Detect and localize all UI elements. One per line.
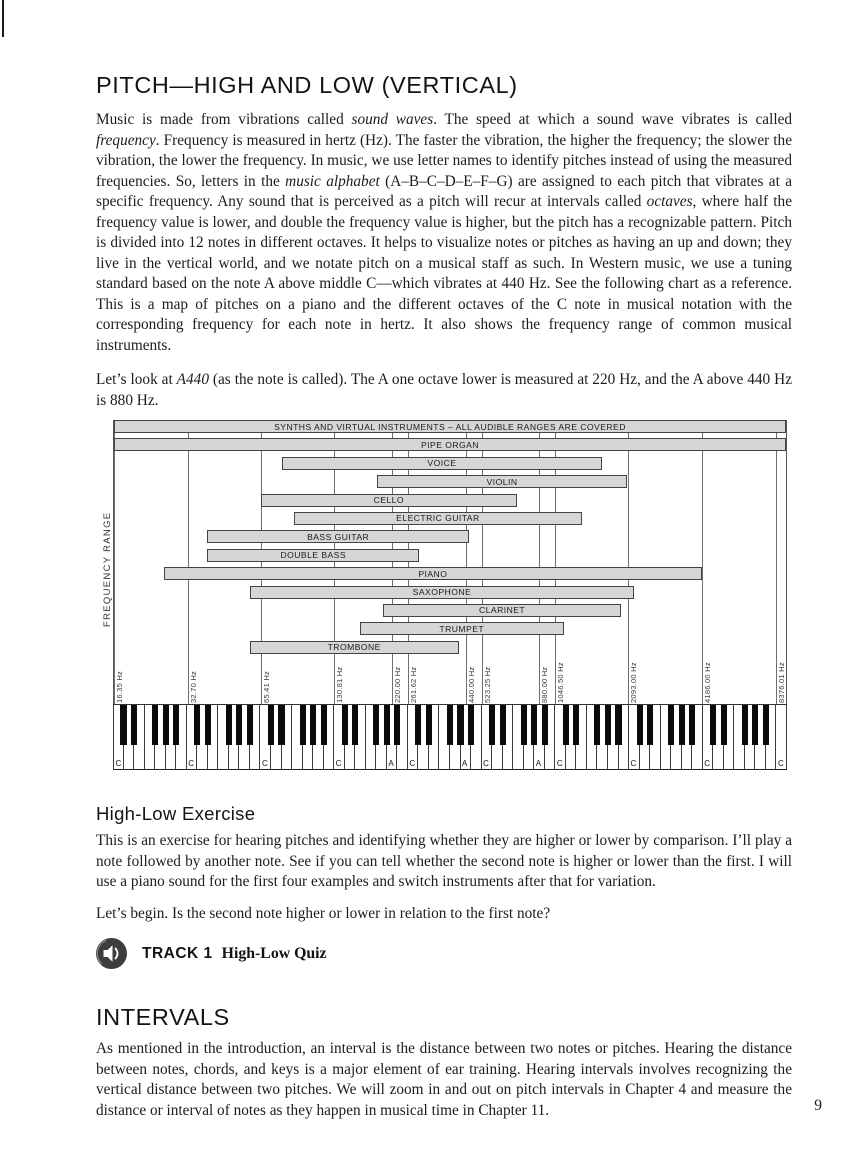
piano-black-key xyxy=(205,705,211,745)
instrument-label: DOUBLE BASS xyxy=(280,550,347,561)
key-note-label: C xyxy=(483,759,489,768)
piano-black-key xyxy=(721,705,727,745)
frequency-tick-label: 261.62 Hz xyxy=(409,666,418,703)
instrument-label: TROMBONE xyxy=(327,642,381,653)
instrument-label: SAXOPHONE xyxy=(412,587,472,598)
piano-black-key xyxy=(500,705,506,745)
frequency-range-chart xyxy=(102,420,787,770)
piano-black-key xyxy=(489,705,495,745)
frequency-tick-label: 2093.00 Hz xyxy=(629,662,639,703)
high-low-prompt: Let’s begin. Is the second note higher or lower in relation to the first note? xyxy=(96,904,551,922)
chart-bar-row xyxy=(114,530,786,548)
instrument-range-bar xyxy=(360,622,564,635)
italic-text: A440 xyxy=(176,371,209,388)
piano-black-key xyxy=(373,705,379,745)
text: . The speed at which a sound wave vibrates is called xyxy=(433,111,793,128)
piano-black-key xyxy=(763,705,769,745)
section-heading-high-low: High-Low Exercise xyxy=(96,803,256,824)
piano-black-key xyxy=(457,705,463,745)
frequency-tick-label: 220.00 Hz xyxy=(393,666,403,703)
key-note-label: A xyxy=(535,759,542,768)
piano-black-key xyxy=(194,705,200,745)
chart-bar-row xyxy=(114,622,786,640)
instrument-range-bar xyxy=(114,420,786,433)
piano-keyboard xyxy=(113,704,787,770)
instrument-label: PIANO xyxy=(418,568,448,579)
piano-black-key xyxy=(668,705,674,745)
piano-black-key xyxy=(278,705,284,745)
a440-paragraph xyxy=(96,370,792,411)
section-heading-intervals: INTERVALS xyxy=(96,1004,230,1030)
piano-black-key xyxy=(594,705,600,745)
frequency-tick-label: 8376.01 Hz xyxy=(776,662,786,703)
key-note-label: C xyxy=(188,759,194,768)
frequency-tick-label: 32.70 Hz xyxy=(188,671,198,703)
instrument-label: PIPE ORGAN xyxy=(421,439,479,450)
chart-bar-row xyxy=(114,420,786,438)
instrument-range-bar xyxy=(383,604,622,617)
chart-bar-row xyxy=(114,494,786,512)
instrument-range-bar xyxy=(207,549,419,562)
chart-bar-row xyxy=(114,438,786,456)
frequency-tick-label: 65.41 Hz xyxy=(262,671,272,703)
piano-black-key xyxy=(679,705,685,745)
piano-black-key xyxy=(152,705,158,745)
chart-body xyxy=(102,420,787,704)
chart-bar-row xyxy=(114,475,786,493)
instrument-label: BASS GUITAR xyxy=(307,531,370,542)
instrument-label: VIOLIN xyxy=(486,476,518,487)
key-note-label: C xyxy=(335,759,342,768)
piano-black-key xyxy=(120,705,126,745)
piano-black-key xyxy=(415,705,421,745)
piano-black-key xyxy=(521,705,527,745)
piano-black-key xyxy=(310,705,316,745)
key-note-label: A xyxy=(462,759,468,768)
key-note-label: A xyxy=(388,759,394,768)
chart-bar-row xyxy=(114,641,786,659)
piano-black-key xyxy=(247,705,253,745)
instrument-label: CELLO xyxy=(373,495,405,506)
piano-black-key xyxy=(468,705,474,745)
text: , where half the frequency value is lower, and double the frequency value is higher, but the pitch has a recognizable pattern. Pitch is divided into 12 notes in different octaves. It helps to visualize notes or pitches as having an up and down; they live in the vertical world, and we notate pitch on a musical staff as such. In Western music, we use a tuning standard based on the note A above middle C—which vibrates at 440 Hz. See the following chart as a reference. This is a map of pitches on a piano and the different octaves of the C note in musical notation with the corresponding frequency for each note in hertz. It also shows the frequency range of common musical instruments. xyxy=(96,193,792,354)
page-content xyxy=(96,0,792,1121)
chart-y-axis-label: FREQUENCY RANGE xyxy=(102,511,113,627)
key-note-label: C xyxy=(261,759,268,768)
piano-black-key xyxy=(637,705,643,745)
italic-text: octaves xyxy=(646,193,693,210)
text: (A–B–C–D–E–F–G) are assigned to each pitch that vibrates at a specific frequency. Any sound that is perceived as a pitch will recur at intervals called xyxy=(96,172,792,210)
text: (as the note is called). The A one octave lower is measured at 220 Hz, and the A above 440 Hz is 880 Hz. xyxy=(96,371,792,409)
key-note-label: C xyxy=(704,759,711,768)
piano-black-key xyxy=(605,705,611,745)
track-label: TRACK 1 xyxy=(142,944,213,962)
frequency-tick-label: 880.00 Hz xyxy=(540,666,550,703)
key-note-label: C xyxy=(409,759,416,768)
text: . Frequency is measured in hertz (Hz). The faster the vibration, the higher the frequency; the slower the vibration, the lower the frequency. In music, we use letter names to identify pitches instead of using the measured frequencies. So, letters in the xyxy=(96,131,792,190)
chart-bar-row xyxy=(114,549,786,567)
piano-black-key xyxy=(236,705,242,745)
track-title: High-Low Quiz xyxy=(221,944,327,962)
instrument-range-bar xyxy=(164,567,702,580)
piano-black-key xyxy=(300,705,306,745)
text: Music is made from vibrations called xyxy=(96,111,352,128)
piano-black-key xyxy=(689,705,695,745)
frequency-tick-label: 440.00 Hz xyxy=(466,666,476,703)
piano-black-key xyxy=(752,705,758,745)
italic-text: sound waves xyxy=(351,111,434,128)
italic-text: frequency xyxy=(96,131,156,149)
chart-bar-row xyxy=(114,586,786,604)
instrument-range-bar xyxy=(294,512,582,525)
piano-black-key xyxy=(394,705,400,745)
instrument-label: SYNTHS AND VIRTUAL INSTRUMENTS – ALL AUDIBLE RANGES ARE COVERED xyxy=(274,421,626,432)
piano-black-key xyxy=(173,705,179,745)
page-title: PITCH—HIGH AND LOW (VERTICAL) xyxy=(96,72,518,98)
instrument-range-bar xyxy=(207,530,468,543)
piano-black-key xyxy=(342,705,348,745)
piano-black-key xyxy=(226,705,232,745)
chart-rows xyxy=(114,420,786,659)
chart-bar-row xyxy=(114,567,786,585)
intervals-paragraph: As mentioned in the introduction, an interval is the distance between two notes or pitches. Hearing the distance between notes, chords, and keys is a major element of ear training. Hearing intervals involves recognizing the vertical distance between two pitches. We will zoom in and out on pitch intervals in Chapter 4 and measure the distance or interval of notes as they happen in musical time in Chapter 11. xyxy=(96,1040,792,1119)
piano-black-key xyxy=(163,705,169,745)
frequency-tick-label: 130.81 Hz xyxy=(335,666,345,703)
text: Let’s look at xyxy=(96,371,177,388)
chart-bar-row xyxy=(114,604,786,622)
piano-black-key xyxy=(447,705,453,745)
piano-black-key xyxy=(131,705,137,745)
frequency-tick-label: 16.35 Hz xyxy=(115,671,124,703)
chart-bar-row xyxy=(114,512,786,530)
piano-white-key xyxy=(776,705,787,770)
instrument-range-bar xyxy=(250,586,634,599)
italic-text: music alphabet xyxy=(285,172,380,190)
instrument-label: CLARINET xyxy=(479,605,526,616)
instrument-label: ELECTRIC GUITAR xyxy=(396,513,480,524)
speaker-icon xyxy=(96,938,127,969)
instrument-range-bar xyxy=(250,641,459,654)
piano-black-key xyxy=(563,705,569,745)
piano-black-key xyxy=(531,705,537,745)
piano-black-key xyxy=(426,705,432,745)
instrument-label: TRUMPET xyxy=(439,623,485,634)
piano-black-key xyxy=(710,705,716,745)
piano-black-key xyxy=(384,705,390,745)
piano-black-key xyxy=(615,705,621,745)
instrument-range-bar xyxy=(114,438,786,451)
instrument-range-bar xyxy=(261,494,516,507)
piano-black-key xyxy=(321,705,327,745)
page-edge-mark xyxy=(2,0,4,37)
key-note-label: C xyxy=(115,759,122,768)
frequency-tick-label: 523.25 Hz xyxy=(482,666,492,703)
key-note-label: C xyxy=(777,759,784,768)
high-low-paragraph: This is an exercise for hearing pitches and identifying whether they are higher or lower by comparison. I’ll play a note followed by another note. See if you can tell whether the second note is higher or lower than the first. I will use a piano sound for the first four examples and switch instruments after that for variation. xyxy=(96,832,792,890)
piano-black-key xyxy=(573,705,579,745)
key-note-label: C xyxy=(630,759,637,768)
intro-paragraph xyxy=(96,110,792,356)
frequency-tick-label: 4186.00 Hz xyxy=(703,662,712,703)
piano-black-key xyxy=(542,705,548,745)
piano-black-key xyxy=(742,705,748,745)
track-row xyxy=(96,938,792,969)
instrument-label: VOICE xyxy=(427,458,457,469)
frequency-tick-label: 1046.50 Hz xyxy=(556,662,566,703)
chart-bar-row xyxy=(114,457,786,475)
instrument-range-bar xyxy=(282,457,602,470)
instrument-range-bar xyxy=(377,475,628,488)
piano-black-key xyxy=(352,705,358,745)
key-note-label: C xyxy=(556,759,563,768)
page-number: 9 xyxy=(814,1097,822,1114)
piano-black-key xyxy=(647,705,653,745)
piano-black-key xyxy=(268,705,274,745)
